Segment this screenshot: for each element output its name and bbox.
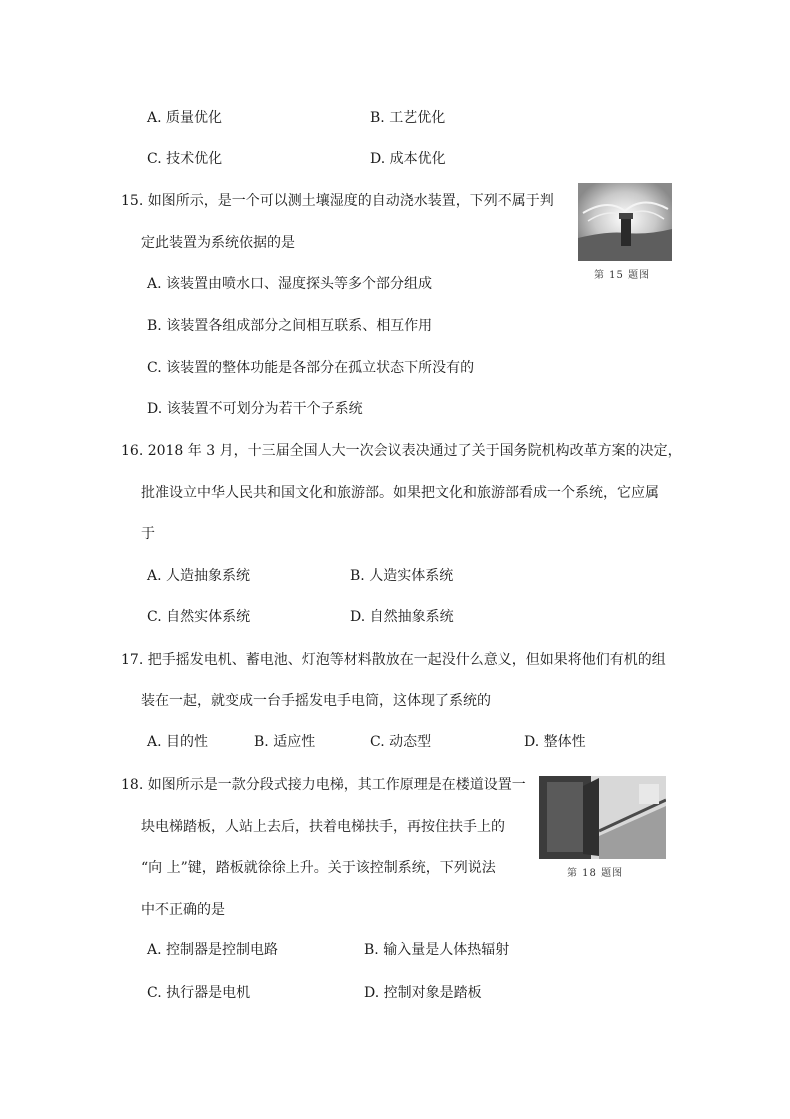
q15-figure-caption: 第 15 题图 bbox=[594, 270, 651, 281]
q18-option-c: C. 执行器是电机 bbox=[147, 985, 251, 1001]
q18-stem-line1: 18. 如图所示是一款分段式接力电梯，其工作原理是在楼道设置一 bbox=[121, 777, 526, 793]
q15-sprinkler-image bbox=[578, 183, 672, 261]
q17-option-a: A. 目的性 bbox=[147, 734, 209, 750]
q15-option-a: A. 该装置由喷水口、湿度探头等多个部分组成 bbox=[147, 276, 433, 292]
q15-option-b: B. 该装置各组成部分之间相互联系、相互作用 bbox=[147, 318, 433, 334]
q17-option-c: C. 动态型 bbox=[370, 734, 432, 750]
q18-option-a: A. 控制器是控制电路 bbox=[147, 942, 279, 958]
q16-option-d: D. 自然抽象系统 bbox=[350, 609, 454, 625]
q18-stem-line4: 中不正确的是 bbox=[141, 902, 225, 918]
q16-stem-line2: 批准设立中华人民共和国文化和旅游部。如果把文化和旅游部看成一个系统，它应属 bbox=[141, 485, 659, 501]
q16-stem-line3: 于 bbox=[141, 526, 155, 542]
q15-option-d: D. 该装置不可划分为若干个子系统 bbox=[147, 401, 363, 417]
q18-option-b: B. 输入量是人体热辐射 bbox=[364, 942, 510, 958]
q15-option-c: C. 该装置的整体功能是各部分在孤立状态下所没有的 bbox=[147, 360, 475, 376]
q14-option-b: B. 工艺优化 bbox=[370, 110, 446, 126]
q16-stem-line1: 16. 2018 年 3 月，十三届全国人大一次会议表决通过了关于国务院机构改革方案的决定， bbox=[121, 443, 682, 459]
q18-option-d: D. 控制对象是踏板 bbox=[364, 985, 482, 1001]
q17-stem-line2: 装在一起，就变成一台手摇发电手电筒，这体现了系统的 bbox=[141, 693, 491, 709]
q17-option-b: B. 适应性 bbox=[254, 734, 316, 750]
q16-option-c: C. 自然实体系统 bbox=[147, 609, 251, 625]
q18-figure-caption: 第 18 题图 bbox=[567, 868, 624, 879]
q16-option-a: A. 人造抽象系统 bbox=[147, 568, 251, 584]
q16-option-b: B. 人造实体系统 bbox=[350, 568, 454, 584]
q18-elevator-image bbox=[539, 776, 666, 859]
q18-stem-line3: “向 上”键，踏板就徐徐上升。关于该控制系统，下列说法 bbox=[141, 860, 496, 876]
q17-stem-line1: 17. 把手摇发电机、蓄电池、灯泡等材料散放在一起没什么意义，但如果将他们有机的组 bbox=[121, 652, 666, 668]
q14-option-c: C. 技术优化 bbox=[147, 151, 223, 167]
q17-option-d: D. 整体性 bbox=[524, 734, 586, 750]
q15-stem-line2: 定此装置为系统依据的是 bbox=[141, 235, 295, 251]
q15-stem-line1: 15. 如图所示，是一个可以测土壤湿度的自动浇水装置，下列不属于判 bbox=[121, 193, 554, 209]
q14-option-a: A. 质量优化 bbox=[147, 110, 223, 126]
q18-stem-line2: 块电梯踏板，人站上去后，扶着电梯扶手，再按住扶手上的 bbox=[141, 819, 505, 835]
q14-option-d: D. 成本优化 bbox=[370, 151, 446, 167]
